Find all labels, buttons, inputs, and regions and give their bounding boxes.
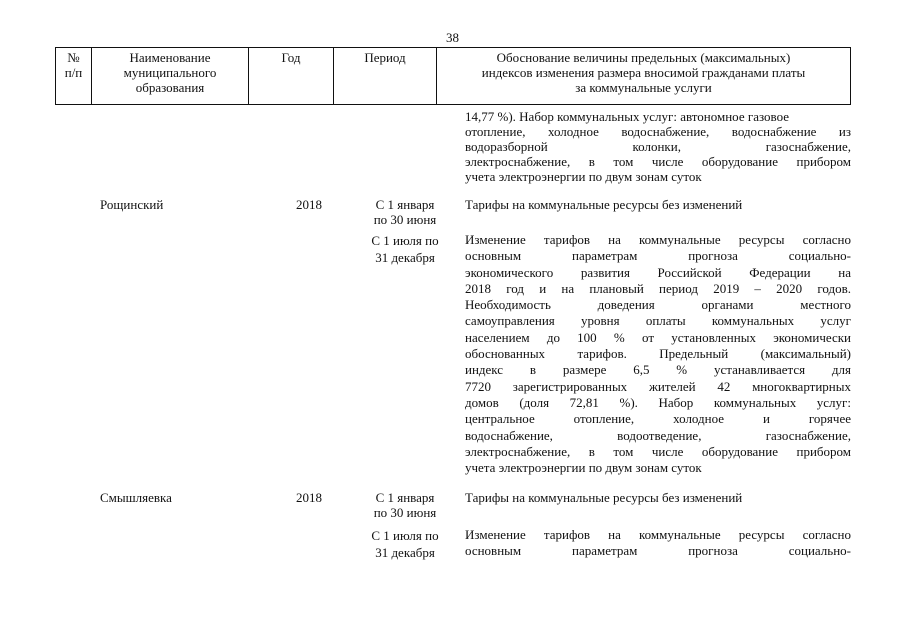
justification-text: Тарифы на коммунальные ресурсы без изменений (465, 490, 743, 505)
year-cell: 2018 (296, 490, 322, 505)
justification-text: Тарифы на коммунальные ресурсы без изменений (465, 197, 743, 212)
table-header (55, 47, 851, 105)
header-justification-line: Обоснование величины предельных (максимальных) (496, 50, 791, 65)
header-municipality-cell (92, 48, 249, 104)
header-municipality-line: образования (135, 80, 205, 95)
period-line: С 1 января (375, 197, 435, 212)
continuation-text (465, 109, 851, 184)
municipality-name: Смышляевка (100, 490, 172, 505)
text-line: электроснабжение, в том числе оборудование прибором (465, 443, 851, 459)
period-line: 31 декабря (375, 545, 435, 560)
period-line: С 1 июля по (371, 233, 439, 248)
text-line: электроснабжение, в том числе оборудование прибором (465, 154, 851, 169)
period-line: по 30 июня (373, 212, 437, 227)
text-line: 7720 зарегистрированных жителей 42 многоквартирных (465, 378, 851, 394)
text-line: 14,77 %). Набор коммунальных услуг: автономное газовое (465, 109, 789, 124)
header-number-cell (56, 48, 92, 104)
text-line: индекс в размере 6,5 % устанавливается для (465, 362, 851, 378)
text-line: домов (доля 72,81 %). Набор коммунальных услуг: (465, 394, 851, 410)
text-line: центральное отопление, холодное и горячее (465, 411, 851, 427)
header-year-cell: Год (249, 48, 334, 104)
municipality-name: Рощинский (100, 197, 164, 212)
text-line: самоуправления уровня оплаты коммунальных услуг (465, 313, 851, 329)
header-justification-cell (437, 48, 851, 104)
text-line: населением до 100 % от установленных экономически (465, 329, 851, 345)
text-line: Необходимость доведения органами местного (465, 297, 851, 313)
period-line: С 1 июля по (371, 528, 439, 543)
justification-text (465, 232, 851, 476)
text-line: экономического развития Российской Федерации на (465, 264, 851, 280)
period-line: С 1 января (375, 490, 435, 505)
period-cell (360, 490, 450, 520)
text-line: водоснабжение, водоотведение, газоснабжение, (465, 427, 851, 443)
year-cell: 2018 (296, 197, 322, 212)
period-line: 31 декабря (375, 250, 435, 265)
header-period-cell: Период (334, 48, 437, 104)
text-line: водоразборной колонки, газоснабжение, (465, 139, 851, 154)
text-line: учета электроэнергии по двум зонам суток (465, 169, 702, 184)
text-line: Изменение тарифов на коммунальные ресурсы согласно (465, 232, 851, 247)
text-line: обоснованных тарифов. Предельный (максимальный) (465, 346, 851, 362)
header-number-line: п/п (64, 65, 83, 80)
text-line: основным параметрам прогноза социально- (465, 248, 851, 264)
period-cell (360, 232, 450, 266)
text-line: учета электроэнергии по двум зонам суток (465, 460, 702, 476)
header-justification-line: за коммунальные услуги (575, 80, 712, 95)
period-cell (360, 197, 450, 227)
text-line: отопление, холодное водоснабжение, водоснабжение из (465, 124, 851, 139)
text-line: основным параметрам прогноза социально- (465, 543, 851, 559)
period-line: по 30 июня (373, 505, 437, 520)
header-justification-line: индексов изменения размера вносимой гражданами платы (481, 65, 806, 80)
justification-text (465, 527, 851, 560)
text-line: Изменение тарифов на коммунальные ресурсы согласно (465, 527, 851, 542)
header-municipality-line: Наименование (129, 50, 211, 65)
page-number: 38 (446, 30, 459, 45)
text-line: 2018 год и на плановый период 2019 – 2020 годов. (465, 280, 851, 296)
header-municipality-line: муниципального (123, 65, 217, 80)
header-number-line: № (67, 50, 80, 65)
period-cell (360, 527, 450, 561)
